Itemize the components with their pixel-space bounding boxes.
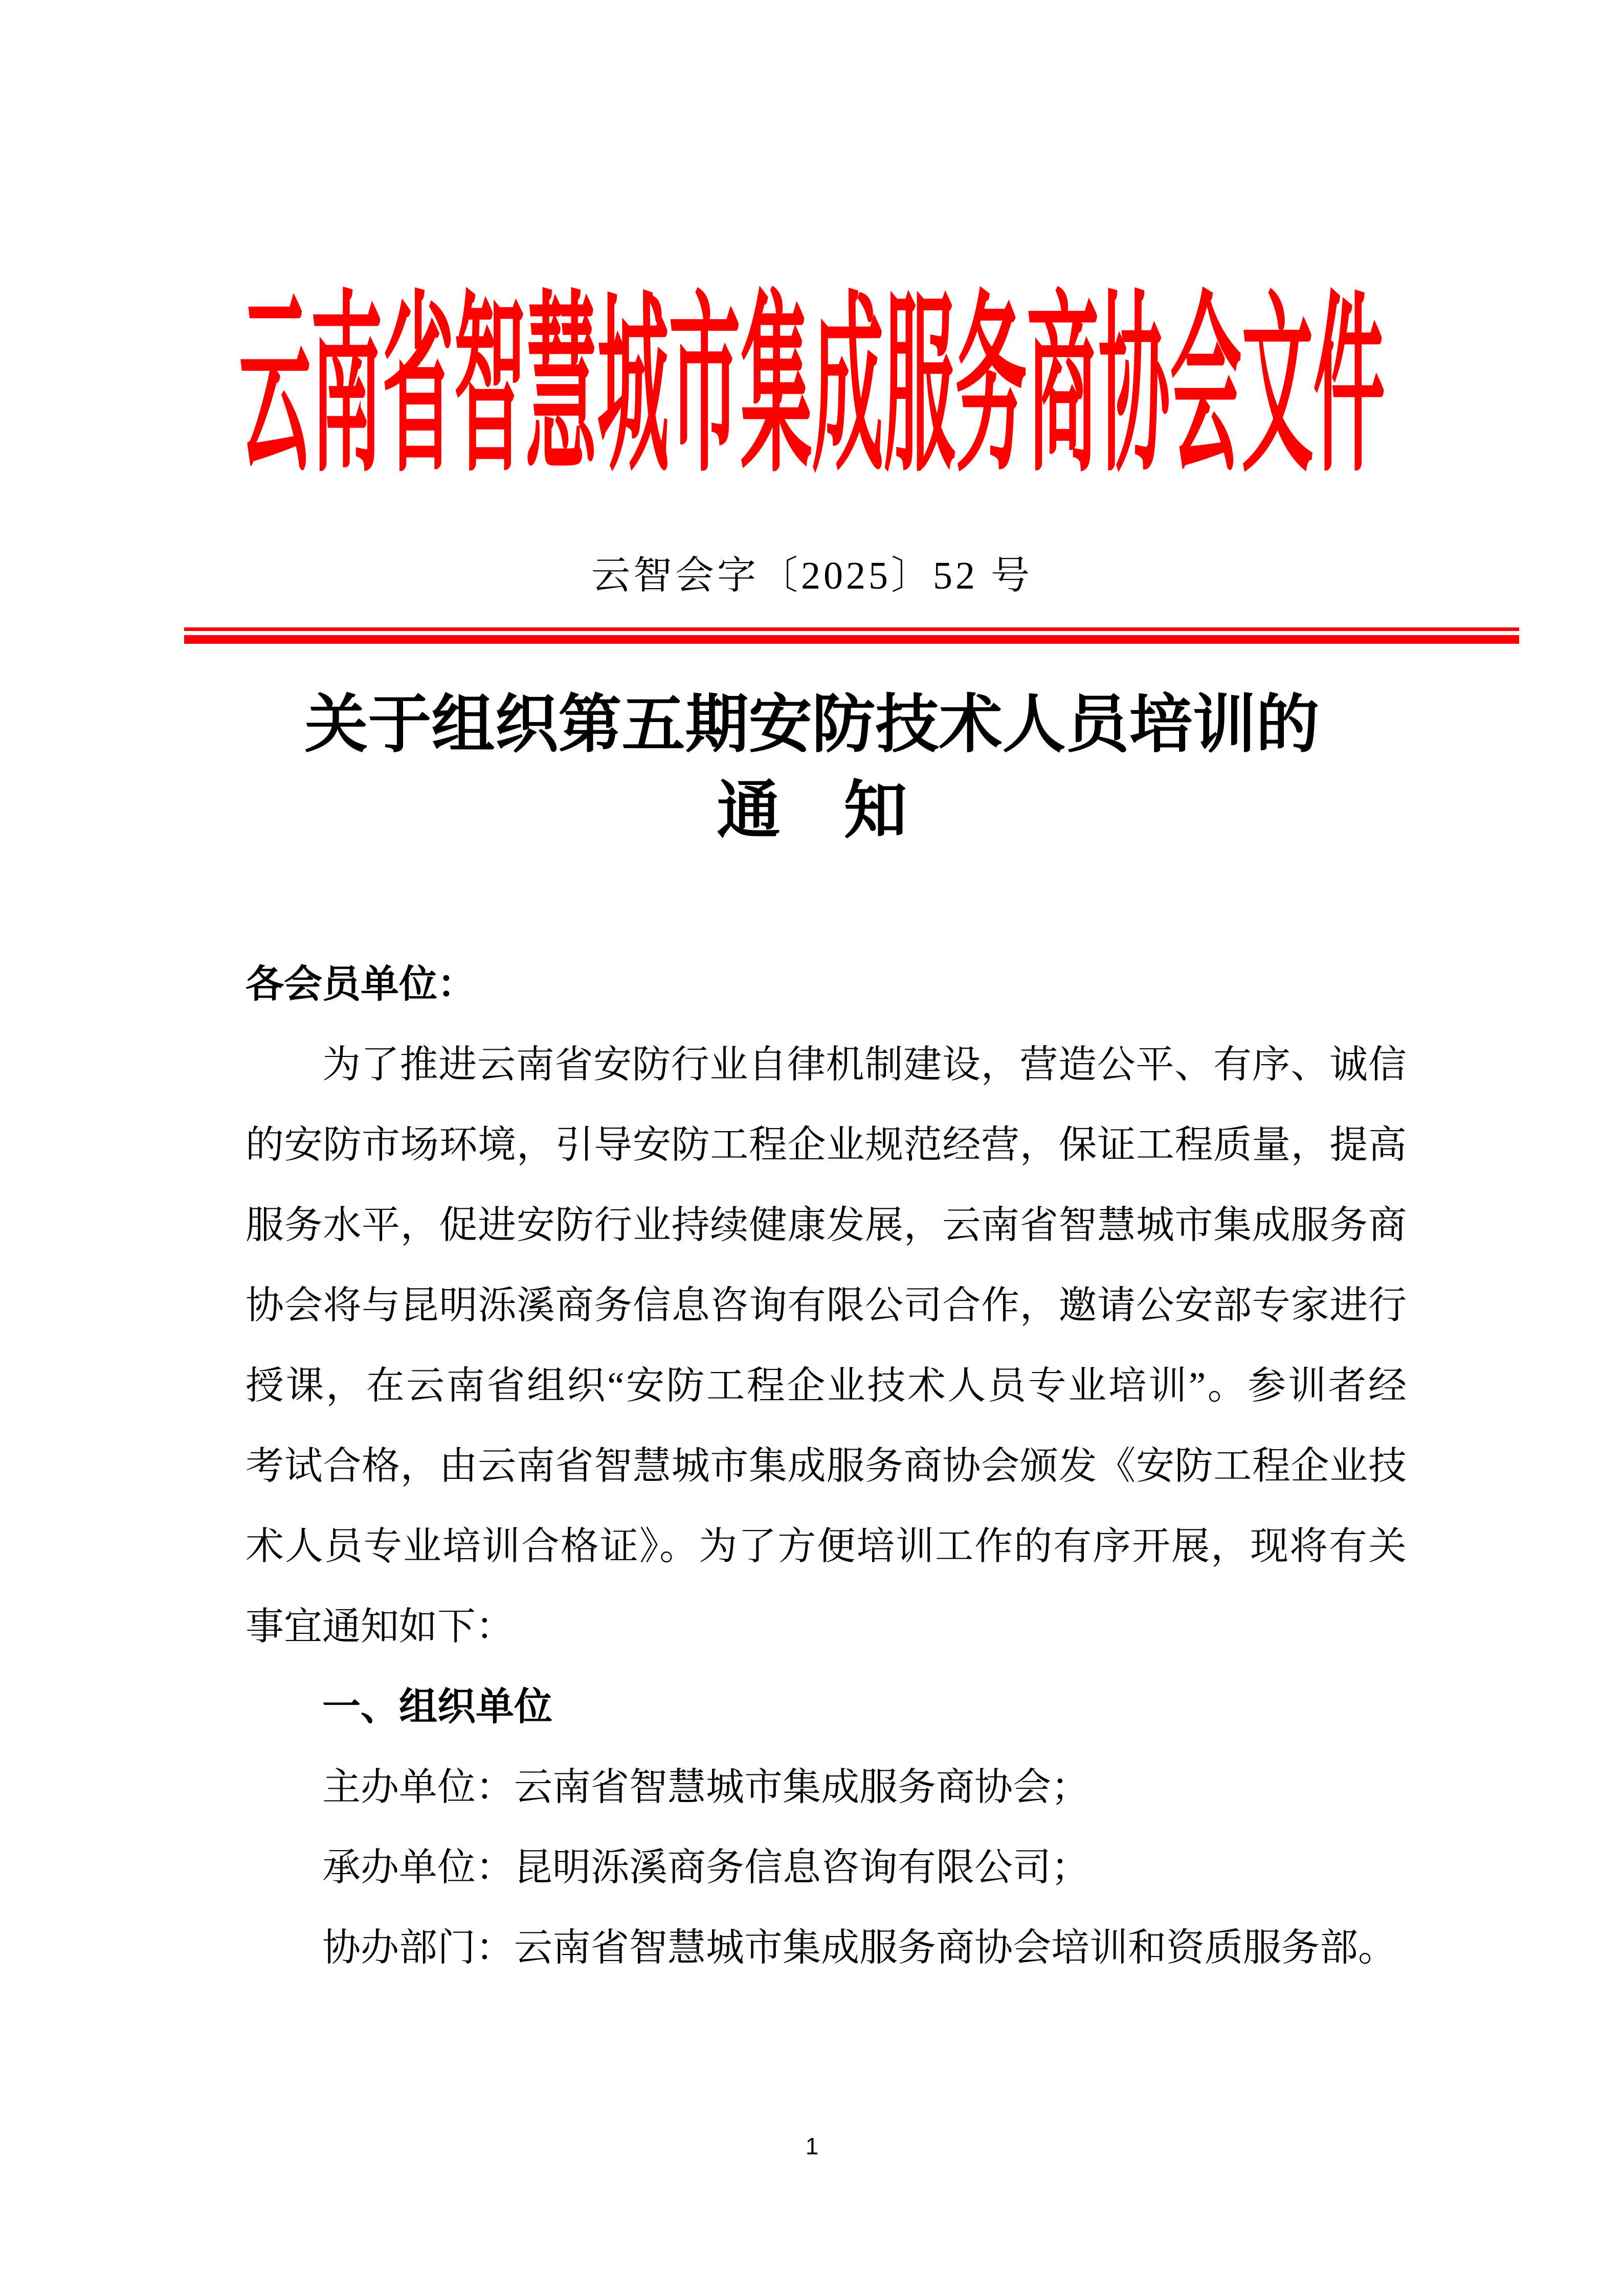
- paragraph-line-1: 为了推进云南省安防行业自律机制建设，营造公平、有序、诚信: [322, 1044, 1407, 1086]
- paragraph-line-2: 的安防市场环境，引导安防工程企业规范经营，保证工程质量，提高: [246, 1124, 1407, 1166]
- doc-number: 云智会字〔2025〕52 号: [591, 554, 1033, 597]
- paragraph-line-8: 事宜通知如下：: [246, 1606, 515, 1648]
- red-separator-thin-line: [184, 627, 1519, 631]
- document-body: [246, 944, 1407, 1988]
- item-host-unit: 主办单位：云南省智慧城市集成服务商协会；: [322, 1766, 1090, 1809]
- section-heading-organizing-units: 一、组织单位: [322, 1686, 553, 1728]
- doc-title-line-1: 关于组织第五期安防技术人员培训的: [304, 690, 1320, 760]
- red-separator-thick-line: [184, 635, 1519, 644]
- paragraph-line-6: 考试合格，由云南省智慧城市集成服务商协会颁发《安防工程企业技: [246, 1445, 1407, 1488]
- item-co-organizing-department: 协办部门：云南省智慧城市集成服务商协会培训和资质服务部。: [322, 1927, 1397, 1969]
- paragraph-line-7: 术人员专业培训合格证》。为了方便培训工作的有序开展，现将有关: [246, 1525, 1407, 1568]
- paragraph-line-4: 协会将与昆明泺溪商务信息咨询有限公司合作，邀请公安部专家进行: [246, 1285, 1407, 1327]
- item-undertaking-unit: 承办单位：昆明泺溪商务信息咨询有限公司；: [322, 1847, 1090, 1889]
- doc-title-line-2: 通 知: [717, 776, 907, 846]
- paragraph-line-3: 服务水平，促进安防行业持续健康发展，云南省智慧城市集成服务商: [246, 1204, 1407, 1247]
- org-masthead: [0, 281, 1624, 496]
- org-masthead-text: 云南省智慧城市集成服务商协会文件: [239, 281, 1385, 496]
- salutation: 各会员单位：: [246, 963, 476, 1006]
- page-number: 1: [805, 2133, 819, 2159]
- paragraph-line-5: 授课，在云南省组织“安防工程企业技术人员专业培训”。参训者经: [246, 1365, 1407, 1407]
